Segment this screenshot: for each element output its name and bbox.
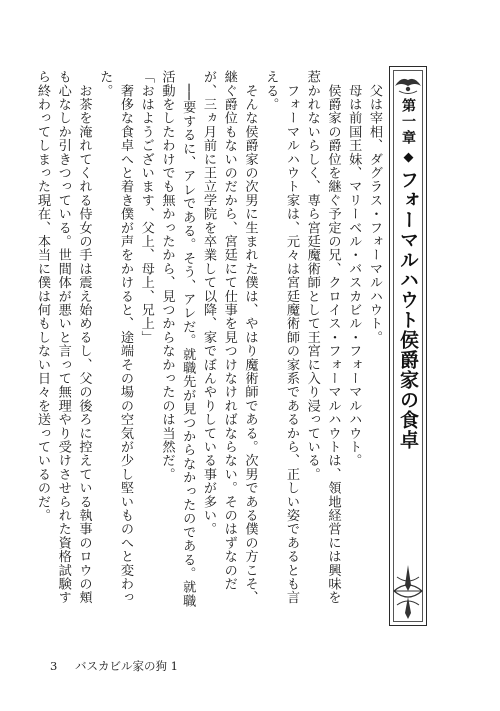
paragraph: お茶を淹れてくれる侍女の手は震え始めるし、父の後ろに控えている執事のロウの頬も心なしか引きつっている。世間体が悪いと言って無理やり受けさせられた資格試験すら終わってしまった現在、本当に僕は何もしない日々を送っているのだ。 (35, 70, 92, 605)
page-footer (50, 658, 178, 674)
chapter-number: 第一章 (400, 98, 416, 146)
paragraph: そんな侯爵家の次男に生まれた僕は、やはり魔術師である。次男である僕の方こそ、継ぐ爵位もないのだから、宮廷にて仕事を見つけなければならない。そのはずなのだが、三ヵ月前に王立学院を卒業して以降、家でぼんやりしている事が多い。 (201, 70, 258, 605)
chapter-title-text: フォーマルハウト侯爵家の食卓 (397, 170, 419, 450)
body-text (35, 70, 384, 612)
chapter-separator-icon: ◆ (401, 150, 416, 166)
chapter-title (389, 98, 427, 518)
paragraph: 父は宰相、ダグラス・フォーマルハウト。 (367, 70, 382, 344)
dialogue-paragraph: 「おはようございます、父上、母上、兄上」 (138, 70, 154, 344)
paragraph: フォーマルハウト家は、元々は宮廷魔術師の家系であるから、正しい姿であるとも言える。 (263, 70, 299, 605)
chapter-ornament-top-icon (389, 72, 427, 100)
paragraph: ──要するに、アレである。そう、アレだ。就職先が見つからなかったのである。就職活動をしたわけでも無かったから、見つからなかったのは当然だ。 (159, 70, 196, 608)
chapter-ornament-bottom-icon (389, 560, 427, 622)
paragraph: 侯爵家の爵位を継ぐ予定の兄、クロイス・フォーマルハウトは、領地経営には興味を惹かれないらしく、専ら宮廷魔術師として王宮に入り浸っている。 (304, 70, 341, 605)
paragraph: 奢侈な食卓へと着き僕が声をかけると、途端その場の空気が少し堅いものへと変わった。 (97, 70, 133, 605)
running-title: バスカビル家の狗 1 (74, 659, 178, 673)
paragraph: 母は前国王妹、マリーベル・バスカビル・フォーマルハウト。 (346, 70, 362, 468)
page-number: 3 (50, 659, 58, 673)
